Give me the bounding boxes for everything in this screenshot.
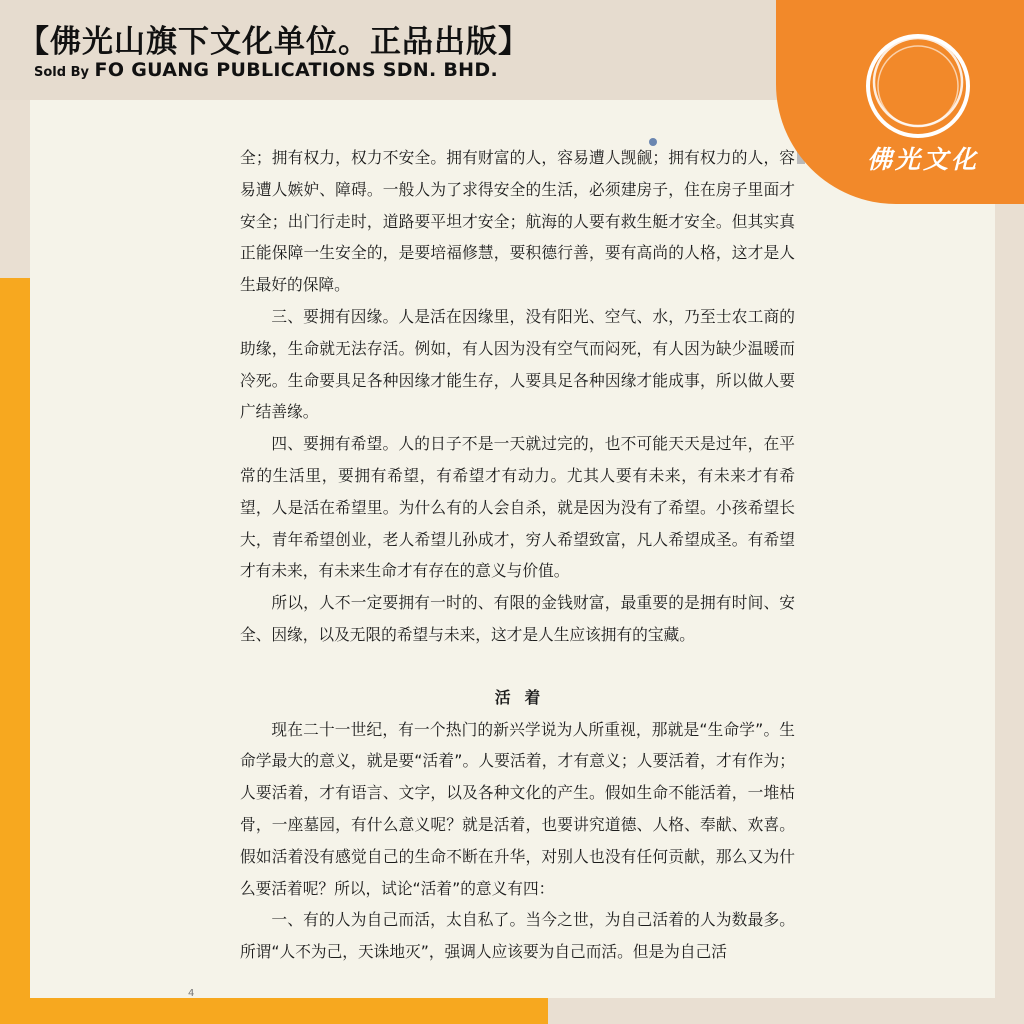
header-title: 【佛光山旗下文化单位。正品出版】 <box>18 24 530 60</box>
sold-by-prefix: Sold By <box>34 65 89 80</box>
sold-by-line <box>34 59 498 81</box>
footnote-marker-icon <box>649 138 657 146</box>
page-text <box>240 142 795 968</box>
logo-text: 佛光文化 <box>866 145 979 174</box>
paragraph: 三、要拥有因缘。人是活在因缘里，没有阳光、空气、水，乃至士农工商的助缘，生命就无法存活。例如，有人因为没有空气而闷死，有人因为缺少温暖而冷死。生命要具足各种因缘才能生存，人要具足各种因缘才能成事，所以做人要广结善缘。 <box>240 306 795 422</box>
left-accent-band <box>0 278 30 1024</box>
paragraph: 一、有的人为自己而活，太自私了。当今之世，为自己活着的人为数最多。所谓“人不为己，天诛地灭”，强调人应该要为自己而活。但是为自己活 <box>240 910 795 962</box>
paragraph: 四、要拥有希望。人的日子不是一天就过完的，也不可能天天是过年，在平常的生活里，要拥有希望，有希望才有动力。尤其人要有未来，有未来才有希望，人是活在希望里。为什么有的人会自杀，就是因为没有了希望。小孩希望长大，青年希望创业，老人希望儿孙成才，穷人希望致富，凡人希望成圣。有希望才有未来，有未来生命才有存在的意义与价值。 <box>240 434 795 581</box>
circle-ring-logo-icon <box>864 32 972 140</box>
paragraph: 全；拥有权力，权力不安全。拥有财富的人，容易遭人觊觎；拥有权力的人，容易遭人嫉妒、障碍。一般人为了求得安全的生活，必须建房子，住在房子里面才安全；出门行走时，道路要平坦才安全；航海的人要有救生艇才安全。但其实真正能保障一生安全的，是要培福修慧，要积德行善，要有高尚的人格，这才是人生最好的保障。 <box>240 148 795 295</box>
page-number: 4 <box>188 988 195 999</box>
publisher-name: FO GUANG PUBLICATIONS SDN. BHD. <box>94 59 498 81</box>
paragraph: 所以，人不一定要拥有一时的、有限的金钱财富，最重要的是拥有时间、安全、因缘，以及无限的希望与未来，这才是人生应该拥有的宝藏。 <box>240 593 795 644</box>
paragraph: 现在二十一世纪，有一个热门的新兴学说为人所重视，那就是“生命学”。生命学最大的意义，就是要“活着”。人要活着，才有意义；人要活着，才有作为；人要活着，才有语言、文字，以及各种文化的产生。假如生命不能活着，一堆枯骨，一座墓园，有什么意义呢？就是活着，也要讲究道德、人格、奉献、欢喜。假如活着没有感觉自己的生命不断在升华，对别人也没有任何贡献，那么又为什么要活着呢？所以，试论“活着”的意义有四： <box>240 719 795 898</box>
section-title: 活着 <box>494 687 555 707</box>
bottom-accent-band <box>0 998 548 1024</box>
